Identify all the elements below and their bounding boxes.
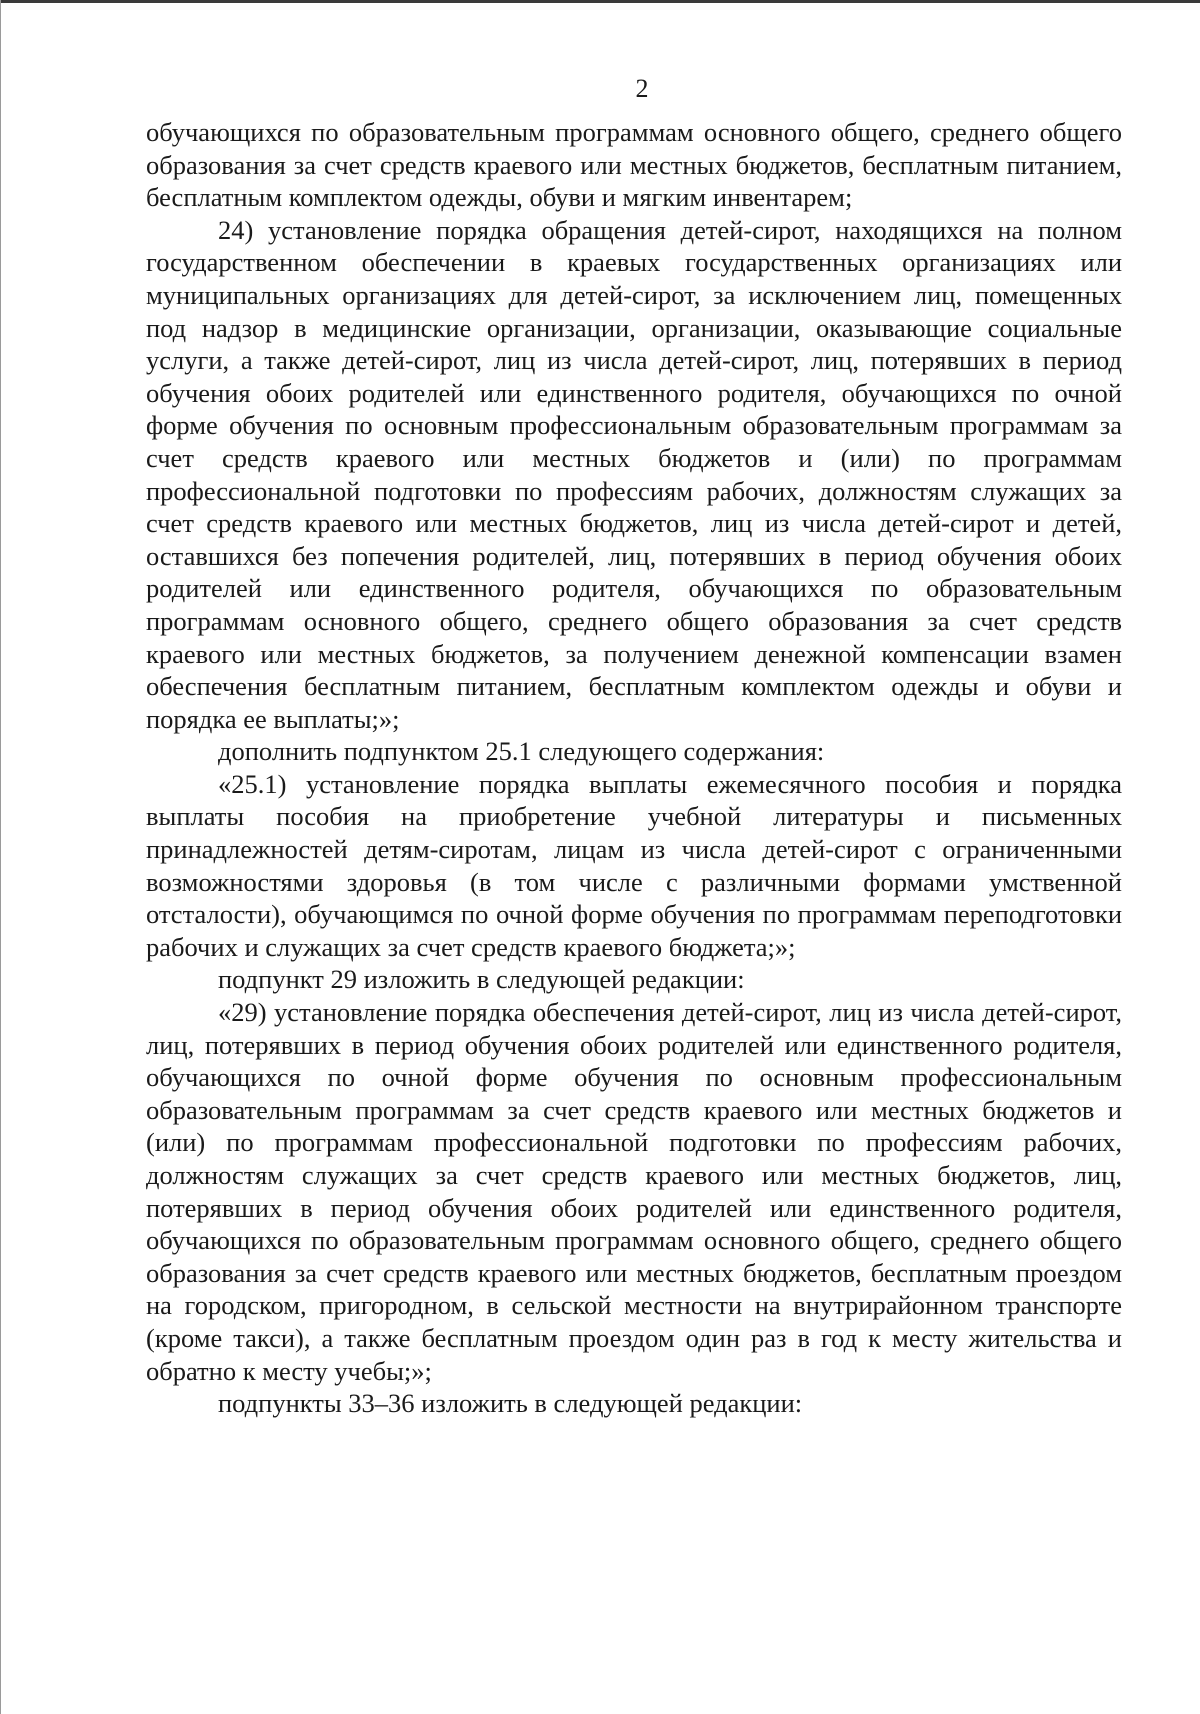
paragraph-add-subpoint-25-1: дополнить подпунктом 25.1 следующего содержания: <box>218 736 825 767</box>
scan-left-edge <box>0 0 1 1714</box>
paragraph-subpoint-25-1: «25.1) установление порядка выплаты ежемесячного пособия и порядка выплаты пособия на приобретение учебной литературы и письменных принадлежностей детям-сиротам, лицам из числа детей-сирот с ограниченными возможностями здоровья (в том числе с различными формами умственной отсталости), обучающимся по очной форме обучения по программам переподготовки рабочих и служащих за счет средств краевого бюджета;»; <box>146 768 1122 962</box>
paragraph-subpoint-29: «29) установление порядка обеспечения детей-сирот, лиц из числа детей-сирот, лиц, потерявших в период обучения обоих родителей или единственного родителя, обучающихся по очной форме обучения по основным профессиональным образовательным программам за счет средств краевого или местных бюджетов и (или) по программам профессиональной подготовки по профессиям рабочих, должностям служащих за счет средств краевого или местных бюджетов, лиц, потерявших в период обучения обоих родителей или единственного родителя, обучающихся по образовательным программам основного общего, среднего общего образования за счет средств краевого или местных бюджетов, бесплатным проездом на городском, пригородном, в сельской местности на внутрирайонном транспорте (кроме такси), а также бесплатным проездом один раз в год к месту жительства и обратно к месту учебы;»; <box>146 997 1122 1386</box>
paragraph-continuation: обучающихся по образовательным программам основного общего, среднего общего образования за счет средств краевого или местных бюджетов, бесплатным питанием, бесплатным комплектом одежды, обуви и мягким инвентарем; <box>146 117 1122 213</box>
page-number: 2 <box>635 74 649 103</box>
paragraph-edit-subpoints-33-36: подпункты 33–36 изложить в следующей редакции: <box>218 1388 803 1419</box>
document-page <box>146 72 1122 1420</box>
scan-top-edge <box>0 0 1200 3</box>
paragraph-edit-subpoint-29: подпункт 29 изложить в следующей редакции: <box>218 964 745 995</box>
paragraph-subpoint-24: 24) установление порядка обращения детей-сирот, находящихся на полном государственном обеспечении в краевых государственных организациях или муниципальных организациях для детей-сирот, за исключением лиц, помещенных под надзор в медицинские организации, организации, оказывающие социальные услуги, а также детей-сирот, лиц из числа детей-сирот, лиц, потерявших в период обучения обоих родителей или единственного родителя, обучающихся по очной форме обучения по основным профессиональным образовательным программам за счет средств краевого или местных бюджетов и (или) по программам профессиональной подготовки по профессиям рабочих, должностям служащих за счет средств краевого или местных бюджетов, лиц из числа детей-сирот и детей, оставшихся без попечения родителей, лиц, потерявших в период обучения обоих родителей или единственного родителя, обучающихся по образовательным программам основного общего, среднего общего образования за счет средств краевого или местных бюджетов, за получением денежной компенсации взамен обеспечения бесплатным питанием, бесплатным комплектом одежды и обуви и порядка ее выплаты;»; <box>146 214 1122 734</box>
